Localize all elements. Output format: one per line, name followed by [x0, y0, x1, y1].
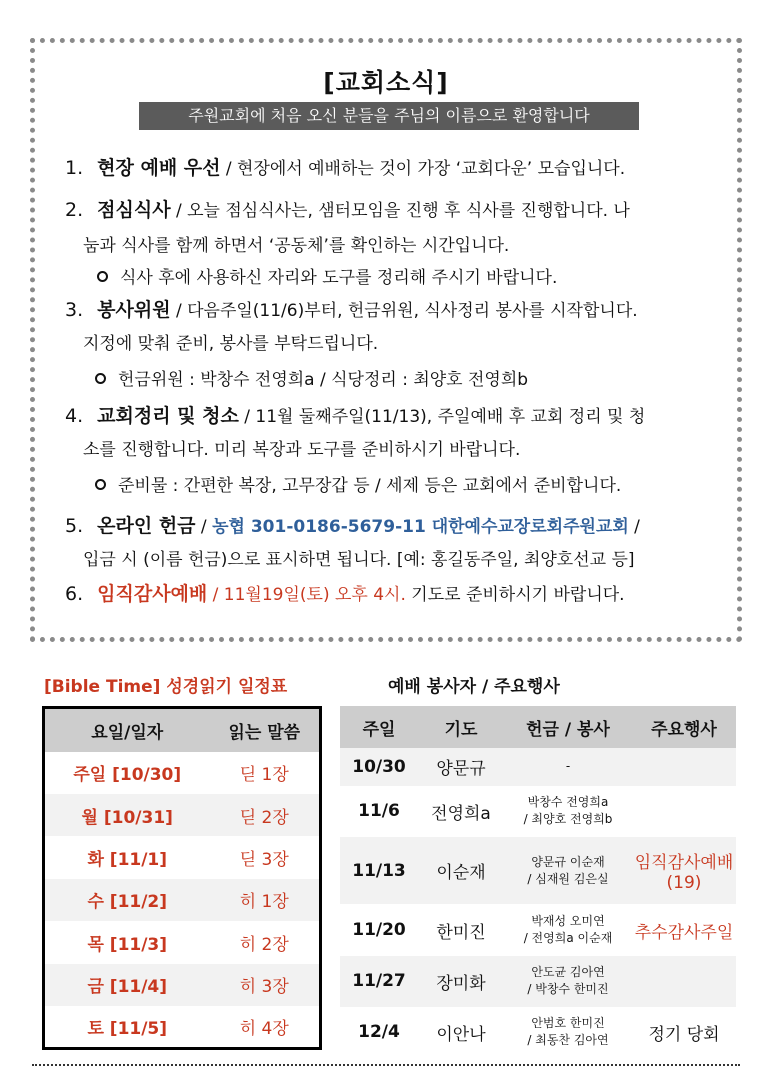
- prayer-cell: 장미화: [418, 956, 504, 1007]
- service-schedule-heading: 예배 봉사자 / 주요행사: [388, 677, 560, 697]
- event-cell: [632, 786, 736, 837]
- date-cell: 11/20: [340, 904, 418, 955]
- helpers-cell: [504, 786, 632, 837]
- helpers-line-1: 박창수 전영희a: [527, 795, 609, 810]
- news-item-5-cont: 입금 시 (이름 헌금)으로 표시하면 됩니다. [예: 홍길동주일, 최양호선교 등]: [83, 550, 635, 570]
- date-cell: 11/13: [340, 837, 418, 905]
- news-item-2: [65, 195, 630, 222]
- item-title: 봉사위원: [97, 299, 171, 321]
- item-title: 현장 예배 우선: [97, 157, 221, 179]
- bullet-text: 식사 후에 사용하신 자리와 도구를 정리해 주시기 바랍니다.: [120, 268, 558, 288]
- helpers-line-2: / 전영희a 이순재: [523, 931, 613, 946]
- news-item-4-bullet: [95, 471, 621, 496]
- date-cell: 11/6: [340, 786, 418, 837]
- column-header-day: 요일/일자: [44, 708, 210, 752]
- helpers-line-2: / 박창수 한미진: [527, 982, 609, 997]
- helpers-line-2: / 최양호 전영희b: [523, 812, 613, 827]
- day-cell: 월 [10/31]: [44, 794, 210, 836]
- bullet-text: 헌금위원 : 박창수 전영희a / 식당정리 : 최양호 전영희b: [118, 370, 529, 390]
- helpers-cell: [504, 748, 632, 786]
- helpers-line-2: / 최동찬 김아연: [527, 1033, 609, 1048]
- event-line-2: (19): [666, 873, 702, 894]
- helpers-line-2: / 심재원 김은실: [527, 871, 609, 886]
- item-title: 점심식사: [97, 199, 171, 221]
- church-news-box: [30, 38, 742, 642]
- table-row: [340, 1007, 736, 1058]
- prayer-cell: 양문규: [418, 748, 504, 786]
- table-row: [340, 904, 736, 955]
- day-cell: 화 [11/1]: [44, 836, 210, 878]
- event-cell: [632, 837, 736, 905]
- table-row: [340, 837, 736, 905]
- prayer-cell: 전영희a: [418, 786, 504, 837]
- item-title: 임직감사예배: [97, 583, 208, 605]
- table-row: [44, 921, 321, 963]
- item-number: 3.: [65, 299, 84, 321]
- event-line-1: 추수감사주일: [634, 922, 734, 943]
- reading-cell: 딛 3장: [209, 836, 320, 878]
- helpers-line-1: 안도균 김아연: [531, 965, 605, 980]
- bible-schedule-heading: [Bible Time] 성경읽기 일정표: [44, 677, 288, 697]
- day-cell: 목 [11/3]: [44, 921, 210, 963]
- item-title: 교회정리 및 청소: [97, 405, 239, 427]
- news-item-4-cont: 소를 진행합니다. 미리 복장과 도구를 준비하시기 바랍니다.: [83, 440, 521, 460]
- news-item-2-bullet: [97, 263, 557, 288]
- reading-cell: 히 2장: [209, 921, 320, 963]
- event-cell: [632, 748, 736, 786]
- event-cell: [632, 1007, 736, 1058]
- helpers-cell: [504, 837, 632, 905]
- table-row: [44, 836, 321, 878]
- item-separator-2: /: [628, 517, 640, 537]
- day-cell: 금 [11/4]: [44, 964, 210, 1006]
- event-line-1: 정기 당회: [648, 1024, 720, 1045]
- news-title: [교회소식]: [323, 68, 449, 97]
- reading-cell: 히 4장: [209, 1006, 320, 1048]
- bullet-text: 준비물 : 간편한 복장, 고무장갑 등 / 세제 등은 교회에서 준비합니다.: [118, 476, 622, 496]
- table-row: [340, 956, 736, 1007]
- item-text: 기도로 준비하시기 바랍니다.: [405, 585, 625, 605]
- day-cell: 주일 [10/30]: [44, 752, 210, 794]
- date-cell: 10/30: [340, 748, 418, 786]
- helpers-line-1: -: [565, 759, 571, 774]
- helpers-line-1: 안범호 한미진: [531, 1016, 605, 1031]
- column-header-prayer: 기도: [418, 706, 504, 748]
- item-title: 온라인 헌금: [97, 515, 196, 537]
- item-number: 2.: [65, 199, 84, 221]
- news-item-2-cont: 눔과 식사를 함께 하면서 ‘공동체’를 확인하는 시간입니다.: [83, 236, 510, 256]
- day-cell: 수 [11/2]: [44, 879, 210, 921]
- table-row: [340, 786, 736, 837]
- helpers-cell: [504, 1007, 632, 1058]
- event-cell: [632, 904, 736, 955]
- item-number: 1.: [65, 157, 84, 179]
- news-item-1: [65, 153, 625, 180]
- helpers-line-1: 박재성 오미연: [531, 914, 605, 929]
- item-separator: /: [195, 517, 213, 537]
- prayer-cell: 이안나: [418, 1007, 504, 1058]
- news-item-4: [65, 401, 645, 428]
- reading-cell: 딛 2장: [209, 794, 320, 836]
- table-row: [340, 748, 736, 786]
- item-text: / 11월 둘째주일(11/13), 주일예배 후 교회 정리 및 청: [238, 407, 646, 427]
- table-row: [44, 752, 321, 794]
- table-row: [44, 964, 321, 1006]
- news-subtitle: 주원교회에 처음 오신 분들을 주님의 이름으로 환영합니다: [139, 102, 639, 130]
- event-detail: / 11월19일(토) 오후 4시.: [207, 585, 406, 605]
- column-header-reading: 읽는 말씀: [209, 708, 320, 752]
- column-header-helpers: 헌금 / 봉사: [504, 706, 632, 748]
- news-item-3-bullet: [95, 365, 528, 390]
- table-row: [44, 879, 321, 921]
- item-text: / 오늘 점심식사는, 샘터모임을 진행 후 식사를 진행합니다. 나: [170, 201, 630, 221]
- column-header-event: 주요행사: [632, 706, 736, 748]
- news-item-5: [65, 511, 640, 538]
- item-number: 4.: [65, 405, 84, 427]
- item-text: / 현장에서 예배하는 것이 가장 ‘교회다운’ 모습입니다.: [220, 159, 626, 179]
- event-line-1: 임직감사예배: [634, 853, 734, 874]
- table-row: [44, 1006, 321, 1048]
- news-item-3: [65, 295, 638, 322]
- circle-bullet-icon: [95, 479, 106, 490]
- date-cell: 12/4: [340, 1007, 418, 1058]
- bank-account: 농협 301-0186-5679-11 대한예수교장로회주원교회: [212, 517, 629, 537]
- news-item-3-cont: 지정에 맞춰 준비, 봉사를 부탁드립니다.: [83, 334, 379, 354]
- reading-cell: 히 1장: [209, 879, 320, 921]
- helpers-cell: [504, 956, 632, 1007]
- service-schedule-table: [340, 706, 736, 1058]
- helpers-line-1: 양문규 이순재: [531, 854, 605, 869]
- helpers-cell: [504, 904, 632, 955]
- event-cell: [632, 956, 736, 1007]
- prayer-cell: 이순재: [418, 837, 504, 905]
- circle-bullet-icon: [97, 271, 108, 282]
- bible-schedule-table: [42, 706, 322, 1050]
- bottom-divider: [32, 1064, 740, 1066]
- news-item-6: [65, 579, 625, 606]
- item-number: 5.: [65, 515, 84, 537]
- circle-bullet-icon: [95, 373, 106, 384]
- reading-cell: 히 3장: [209, 964, 320, 1006]
- item-text: / 다음주일(11/6)부터, 헌금위원, 식사정리 봉사를 시작합니다.: [170, 301, 638, 321]
- table-row: [44, 794, 321, 836]
- item-number: 6.: [65, 583, 84, 605]
- prayer-cell: 한미진: [418, 904, 504, 955]
- column-header-date: 주일: [340, 706, 418, 748]
- reading-cell: 딛 1장: [209, 752, 320, 794]
- day-cell: 토 [11/5]: [44, 1006, 210, 1048]
- date-cell: 11/27: [340, 956, 418, 1007]
